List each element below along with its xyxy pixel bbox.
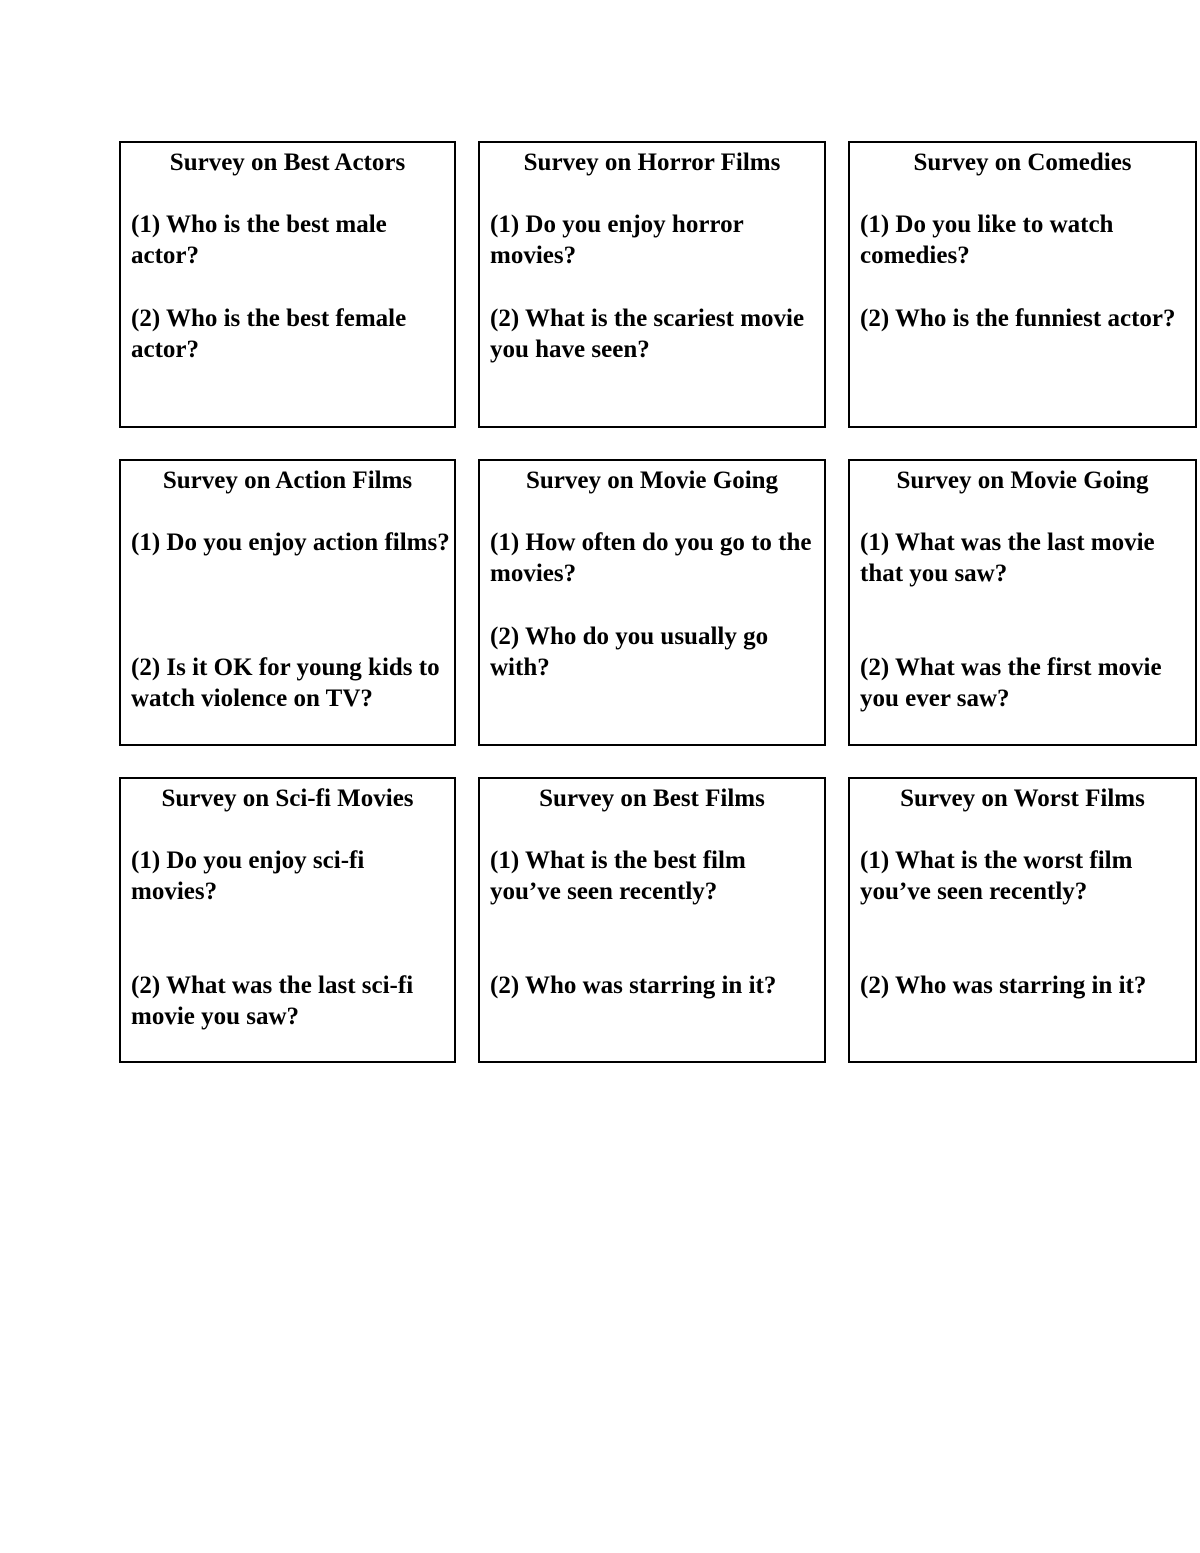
survey-title: Survey on Horror Films (523, 149, 781, 176)
survey-question-1: (1) Do you like to watch comedies? (860, 211, 1114, 269)
survey-card-comedies (848, 141, 1197, 428)
survey-question-2: (2) Who is the funniest actor? (860, 305, 1176, 332)
survey-question-2: (2) Is it OK for young kids to watch violence on TV? (131, 654, 440, 712)
survey-question-2: (2) Who do you usually go with? (490, 623, 769, 681)
survey-question-2: (2) What was the first movie you ever saw? (860, 654, 1162, 712)
survey-question-1: (1) Who is the best male actor? (131, 211, 387, 269)
survey-question-1: (1) Do you enjoy sci-fi movies? (131, 847, 365, 905)
survey-card-sci-fi-movies (119, 777, 456, 1063)
survey-title: Survey on Sci-fi Movies (161, 785, 414, 812)
survey-card-best-actors (119, 141, 456, 428)
survey-card-worst-films (848, 777, 1197, 1063)
survey-card-movie-going (478, 459, 826, 746)
survey-card-action-films (119, 459, 456, 746)
survey-question-2: (2) Who was starring in it? (490, 972, 777, 999)
survey-question-2: (2) What was the last sci-fi movie you saw? (131, 972, 414, 1030)
survey-title: Survey on Comedies (913, 149, 1132, 176)
survey-question-2: (2) What is the scariest movie you have seen? (490, 305, 805, 363)
survey-question-1: (1) Do you enjoy action films? (131, 529, 450, 556)
survey-title: Survey on Worst Films (900, 785, 1145, 812)
survey-card-horror-films (478, 141, 826, 428)
survey-question-1: (1) What is the worst film you’ve seen recently? (860, 847, 1133, 905)
survey-title: Survey on Best Films (539, 785, 765, 812)
survey-card-best-films (478, 777, 826, 1063)
survey-question-1: (1) How often do you go to the movies? (490, 529, 812, 587)
survey-question-2: (2) Who is the best female actor? (131, 305, 407, 363)
survey-question-1: (1) What was the last movie that you saw? (860, 529, 1155, 587)
survey-title: Survey on Best Actors (169, 149, 406, 176)
survey-title: Survey on Movie Going (525, 467, 779, 494)
survey-title: Survey on Action Films (162, 467, 413, 494)
survey-question-1: (1) Do you enjoy horror movies? (490, 211, 744, 269)
survey-card-movie-going-2 (848, 459, 1197, 746)
survey-question-2: (2) Who was starring in it? (860, 972, 1147, 999)
survey-question-1: (1) What is the best film you’ve seen recently? (490, 847, 746, 905)
survey-title: Survey on Movie Going (896, 467, 1149, 494)
